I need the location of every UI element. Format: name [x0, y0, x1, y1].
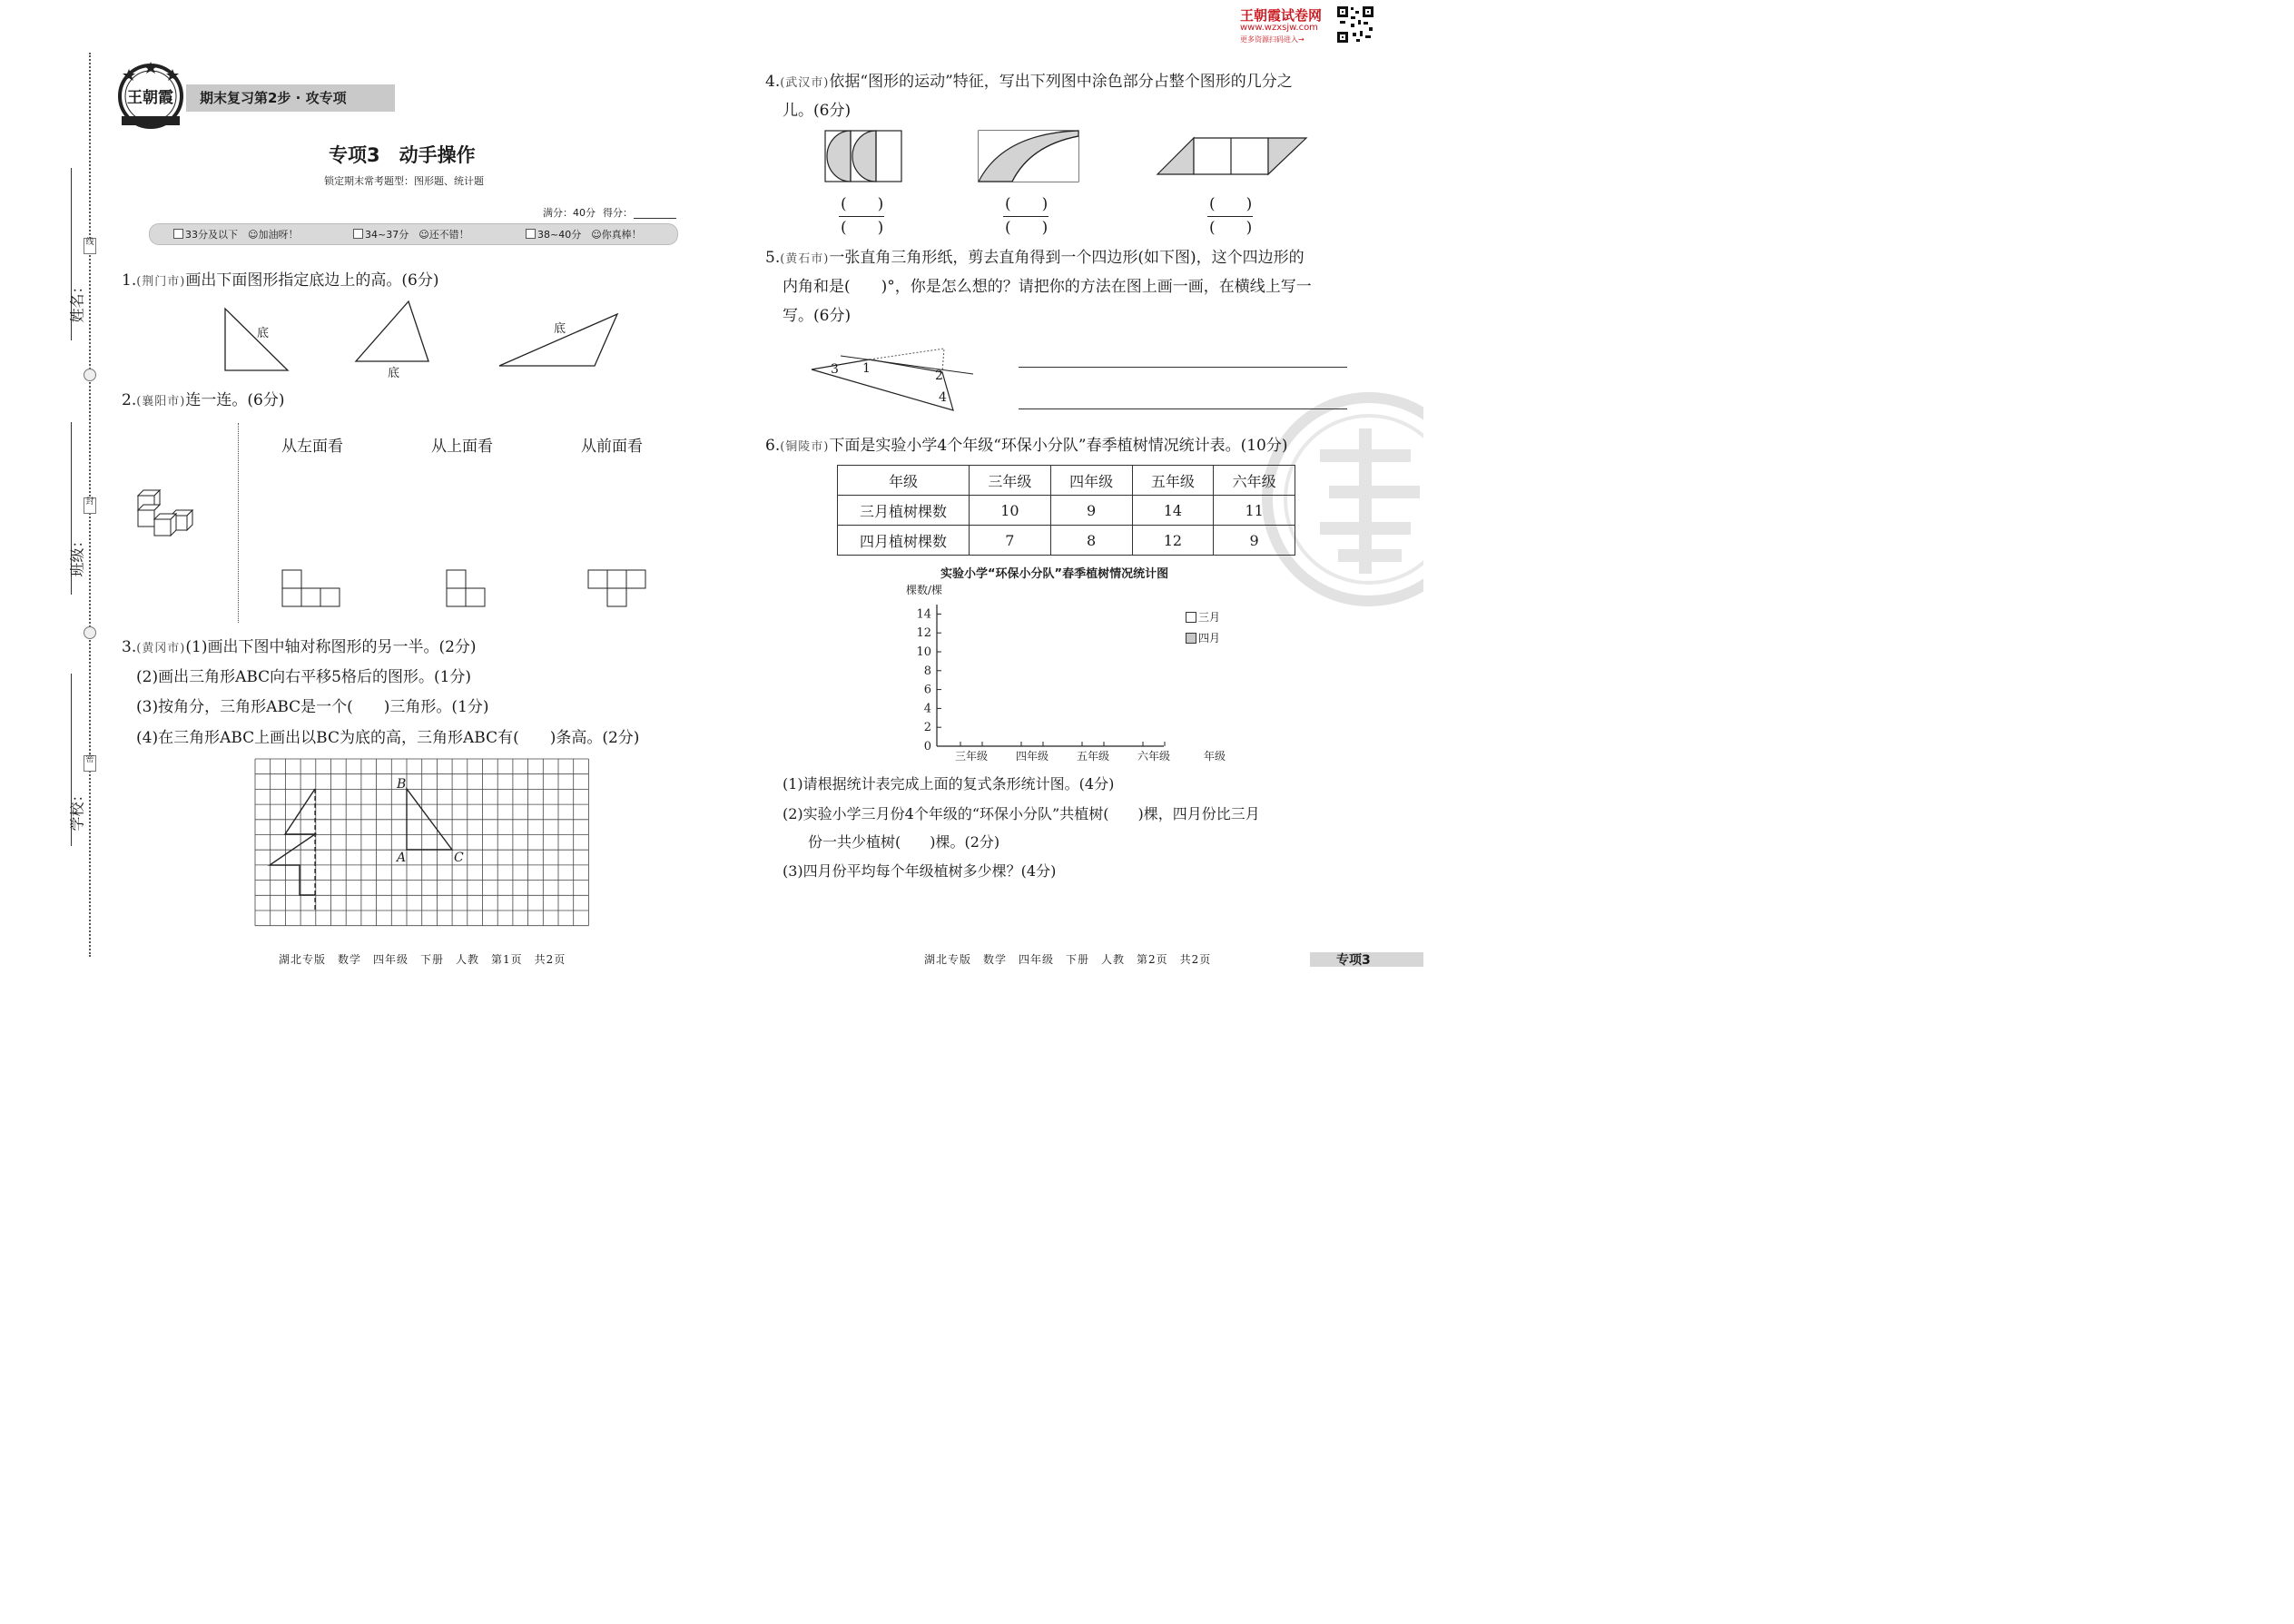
q3-grid	[254, 758, 592, 929]
answer-blank-numerator[interactable]: ( )	[1005, 195, 1049, 213]
answer-blank-denominator[interactable]: ( )	[1005, 219, 1049, 237]
site-name: 王朝霞试卷网	[1240, 7, 1323, 24]
answer-line[interactable]	[1019, 408, 1347, 409]
question-5-line-2: 内角和是( )°，你是怎么想的？请把你的方法在图上画一画，在横线上写一	[783, 278, 1312, 296]
y-tick-label: 14	[916, 607, 931, 622]
school-label: 学校：	[68, 787, 86, 832]
y-tick-label: 4	[923, 702, 931, 716]
table-header-cell: 三年级	[970, 466, 1051, 496]
question-3-part-2: (2)画出三角形ABC向右平移5格后的图形。(1分)	[136, 668, 472, 686]
table-header-cell: 四年级	[1050, 466, 1132, 496]
site-tip: 更多资源扫码进入→	[1240, 35, 1305, 44]
page-subtitle: 锁定期末常考题型：图形题、统计题	[324, 175, 484, 187]
planting-table	[837, 465, 1295, 556]
face-icon: ☺	[591, 229, 602, 241]
score-rating-bar	[149, 223, 678, 245]
x-tick-label: 五年级	[1076, 750, 1110, 763]
question-6-part-2: (2)实验小学三月份4个年级的“环保小分队”共植树( )棵，四月份比三月	[783, 805, 1260, 822]
answer-blank-numerator[interactable]: ( )	[841, 195, 884, 213]
score-option[interactable]: 34~37分 ☺还不错！	[353, 227, 469, 241]
page-title: 专项3 动手操作	[329, 144, 476, 166]
score-label: 得分：	[603, 207, 633, 219]
q4-shapes	[822, 129, 1312, 183]
checkbox[interactable]	[353, 229, 363, 239]
step-label: 期末复习第2步 · 攻专项	[200, 90, 347, 106]
table-cell: 三月植树棵数	[838, 496, 970, 526]
question-1: 1.(荆门市)画出下面图形指定底边上的高。(6分)	[122, 271, 439, 290]
seal-mark-seal: 封	[84, 497, 96, 514]
question-4-line-2: 儿。(6分)	[783, 102, 852, 120]
binding-hole	[84, 369, 96, 381]
footer-right: 湖北专版 数学 四年级 下册 人教 第2页 共2页	[924, 953, 1212, 966]
view-shape-a	[281, 569, 341, 607]
fraction-bar	[1003, 216, 1049, 217]
logo-text: 王朝霞	[127, 89, 173, 107]
x-tick-label: 六年级	[1137, 750, 1171, 763]
question-4: 4.(武汉市)依据“图形的运动”特征，写出下列图中涂色部分占整个图形的几分之	[765, 73, 1293, 91]
table-row	[838, 496, 1295, 526]
point-a-label: A	[397, 851, 407, 865]
table-cell: 9	[1214, 526, 1295, 556]
footer-left: 湖北专版 数学 四年级 下册 人教 第1页 共2页	[279, 953, 566, 966]
chart-title: 实验小学“环保小分队”春季植树情况统计图	[940, 567, 1169, 581]
point-b-label: B	[397, 777, 407, 792]
face-icon: ☺	[248, 229, 259, 241]
y-tick-label: 10	[916, 645, 931, 659]
cube-stack	[133, 487, 202, 539]
site-url[interactable]: www.wzxsjw.com	[1240, 23, 1318, 33]
x-tick-label: 三年级	[954, 750, 989, 763]
fraction-bar	[1207, 216, 1253, 217]
bar-chart	[899, 595, 1226, 764]
q5-quadrilateral	[808, 345, 980, 414]
score-option[interactable]: 33分及以下 ☺加油呀！	[173, 227, 298, 241]
y-tick-label: 8	[923, 664, 931, 678]
table-cell: 14	[1132, 496, 1214, 526]
angle-label-3: 3	[831, 362, 839, 377]
x-tick-label: 四年级	[1015, 750, 1049, 763]
table-cell: 9	[1050, 496, 1132, 526]
score-option[interactable]: 38~40分 ☺你真棒！	[526, 227, 642, 241]
legend-swatch-march	[1186, 612, 1196, 623]
base-label: 底	[257, 327, 270, 340]
table-header-row	[838, 466, 1295, 496]
chart-ylabel: 棵数/棵	[906, 584, 943, 596]
qr-code-icon[interactable]	[1336, 5, 1374, 44]
table-cell: 8	[1050, 526, 1132, 556]
view-shape-b	[446, 569, 487, 607]
answer-line[interactable]	[1019, 367, 1347, 368]
divider	[238, 423, 239, 623]
view-label-top: 从上面看	[431, 438, 493, 456]
y-tick-label: 12	[916, 626, 931, 641]
table-header-cell: 六年级	[1214, 466, 1295, 496]
answer-blank-denominator[interactable]: ( )	[1209, 219, 1253, 237]
base-label: 底	[388, 367, 400, 380]
answer-blank-denominator[interactable]: ( )	[841, 219, 884, 237]
question-6-part-1: (1)请根据统计表完成上面的复式条形统计图。(4分)	[783, 775, 1115, 792]
legend-label-march: 三月	[1198, 611, 1221, 624]
section-tag: 专项3	[1336, 953, 1371, 968]
table-header-cell: 五年级	[1132, 466, 1214, 496]
seal-mark-line: 线	[84, 238, 96, 254]
full-score: 满分：40分	[543, 207, 596, 219]
class-label: 班级：	[68, 533, 86, 577]
checkbox[interactable]	[526, 229, 536, 239]
angle-label-1: 1	[862, 361, 871, 376]
table-header-cell: 年级	[838, 466, 970, 496]
view-label-front: 从前面看	[581, 438, 643, 456]
question-6: 6.(铜陵市)下面是实验小学4个年级“环保小分队”春季植树情况统计表。(10分)	[765, 437, 1288, 455]
question-3-part-3: (3)按角分，三角形ABC是一个( )三角形。(1分)	[136, 698, 489, 716]
question-6-part-2-cont: 份一共少植树( )棵。(2分)	[808, 833, 1000, 851]
view-shape-c	[587, 569, 647, 607]
question-3: 3.(黄冈市)(1)画出下图中轴对称图形的另一半。(2分)	[122, 638, 477, 656]
base-label: 底	[554, 322, 566, 336]
table-cell: 11	[1214, 496, 1295, 526]
legend-label-april: 四月	[1198, 632, 1221, 645]
fraction-bar	[839, 216, 884, 217]
q1-triangles	[218, 300, 635, 381]
x-axis-label: 年级	[1204, 750, 1226, 763]
y-tick-label: 2	[923, 721, 931, 735]
seal-mark-secret: 密	[84, 755, 96, 772]
question-5: 5.(黄石市)一张直角三角形纸，剪去直角得到一个四边形(如下图)，这个四边形的	[765, 249, 1305, 267]
y-tick-label: 6	[923, 683, 931, 697]
question-5-line-3: 写。(6分)	[783, 307, 852, 325]
checkbox[interactable]	[173, 229, 183, 239]
answer-blank-numerator[interactable]: ( )	[1209, 195, 1253, 213]
table-cell: 四月植树棵数	[838, 526, 970, 556]
view-label-left: 从左面看	[281, 438, 343, 456]
table-cell: 12	[1132, 526, 1214, 556]
angle-label-2: 2	[935, 369, 943, 383]
question-6-part-3: (3)四月份平均每个年级植树多少棵？(4分)	[783, 862, 1057, 880]
legend-swatch-april	[1186, 633, 1196, 644]
point-c-label: C	[454, 851, 464, 865]
question-3-part-4: (4)在三角形ABC上画出以BC为底的高，三角形ABC有( )条高。(2分)	[136, 729, 640, 747]
brand-logo	[116, 60, 185, 131]
y-tick-label: 0	[923, 740, 931, 753]
table-cell: 7	[970, 526, 1051, 556]
binding-hole	[84, 626, 96, 639]
angle-label-4: 4	[939, 390, 947, 405]
question-2: 2.(襄阳市)连一连。(6分)	[122, 391, 285, 409]
table-cell: 10	[970, 496, 1051, 526]
score-blank[interactable]	[634, 218, 676, 219]
name-label: 姓名：	[68, 279, 86, 323]
face-icon: ☺	[418, 229, 429, 241]
table-row	[838, 526, 1295, 556]
